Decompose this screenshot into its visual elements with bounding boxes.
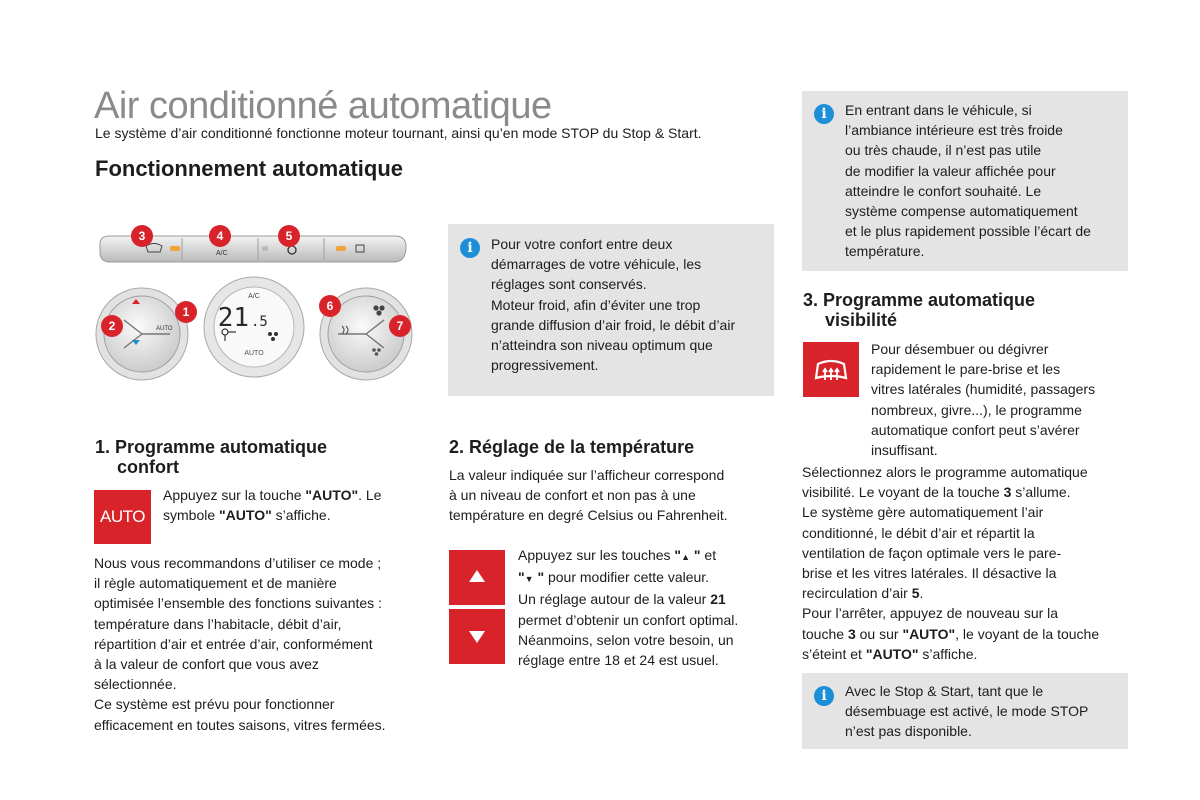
section-2-heading: 2. Réglage de la température [449,437,695,457]
display-ac-label: A/C [248,293,260,300]
section-2-body: Appuyez sur les touches "▲ " et "▼ " pour modifier cette valeur. Un réglage autour de la valeur 21 permet d’obtenir un confort optimal. Néanmoins, selon votre besoin, un réglage entre 18 et 24 est usuel. [518,547,739,669]
ac-strip-label: A/C [216,250,228,257]
section-3-heading: 3. Programme automatique visibilité [803,290,1036,330]
svg-text:1: 1 [182,305,190,319]
entry-info-box: i En entrant dans le véhicule, si l’ambiance intérieure est très froide ou très chaude, il n’est pas utile de modifier la valeur affichée pour atteindre le confort souhaité. Le système compense automatiquement et le plus rapidement possible l’écart de température. [802,91,1128,271]
info-line: grande diffusion d’air froid, le débit d’air [491,316,736,333]
info-icon: i [460,238,480,258]
stop-start-info-box: i Avec le Stop & Start, tant que le désembuage est activé, le mode STOP n’est pas disponible. [802,673,1128,749]
windshield-demist-icon [803,342,859,397]
climate-control-panel-illustration [94,222,416,388]
info-line: progressivement. [491,357,599,374]
section-3-icon-text: Pour désembuer ou dégivrer rapidement le pare-brise et les vitres latérales (humidité, passagers nombreux, givre...), le programme automatique confort peut s’avérer insuffisant. [871,341,1096,459]
auto-button-icon: AUTO [94,490,151,544]
info-line: démarrages de votre véhicule, les [491,256,702,273]
svg-text:3: 3 [138,229,146,243]
section-1-body: Nous vous recommandons d’utiliser ce mode ; il règle automatiquement et de manière optimisée l’ensemble des fonctions suivantes : température dans l’habitacle, débit d’air, répartition d’air et entrée d’air, conformément à la valeur de confort que vous avez sélectionnée. Ce système est prévu pour fonctionner efficacement en toutes saisons, vitres fermées. [94,555,386,733]
svg-text:7: 7 [396,319,404,333]
section-1-intro: Appuyez sur la touche "AUTO". Le symbole "AUTO" s’affiche. [163,487,382,524]
display-temperature-decimal: .5 [251,314,268,330]
section-3-body: Sélectionnez alors le programme automatique visibilité. Le voyant de la touche 3 s’allume. Le système gère automatiquement l’air conditionné, le débit d’air et répartit la ventilation de façon optimale vers le pare- brise et les vitres latérales. Il désactive la recirculation d’air 5. Pour l’arrêter, appuyez de nouveau sur la touche 3 ou sur "AUTO", le voyant de la touche s’éteint et "AUTO" s’affiche. [802,464,1100,662]
section-2-intro: La valeur indiquée sur l’afficheur correspond à un niveau de confort et non pas à une température en degré Celsius ou Fahrenheit. [449,467,728,524]
info-line: réglages sont conservés. [491,276,647,293]
info-line: n’atteindra son niveau optimum que [491,337,713,354]
svg-text:5: 5 [285,229,293,243]
temperature-down-button-icon [449,609,505,664]
auto-dial-label: AUTO [156,326,173,332]
svg-text:2: 2 [108,319,116,333]
display-auto-label: AUTO [244,350,264,357]
temperature-up-button-icon [449,550,505,605]
info-line: Moteur froid, afin d’éviter une trop [491,296,701,313]
display-temperature: 21 [217,303,249,333]
info-line: Pour votre confort entre deux [491,236,673,252]
svg-text:6: 6 [326,299,334,313]
comfort-info-box [448,224,774,396]
page-title: Air conditionné automatique [94,85,552,127]
section-1-heading: 1. Programme automatique confort [95,437,328,477]
section-title: Fonctionnement automatique [95,156,403,181]
svg-text:4: 4 [216,229,224,243]
info-icon: i [814,686,834,706]
info-icon: i [814,104,834,124]
page-subtitle: Le système d’air conditionné fonctionne moteur tournant, ainsi qu’en mode STOP du Stop & Start. [95,125,702,141]
